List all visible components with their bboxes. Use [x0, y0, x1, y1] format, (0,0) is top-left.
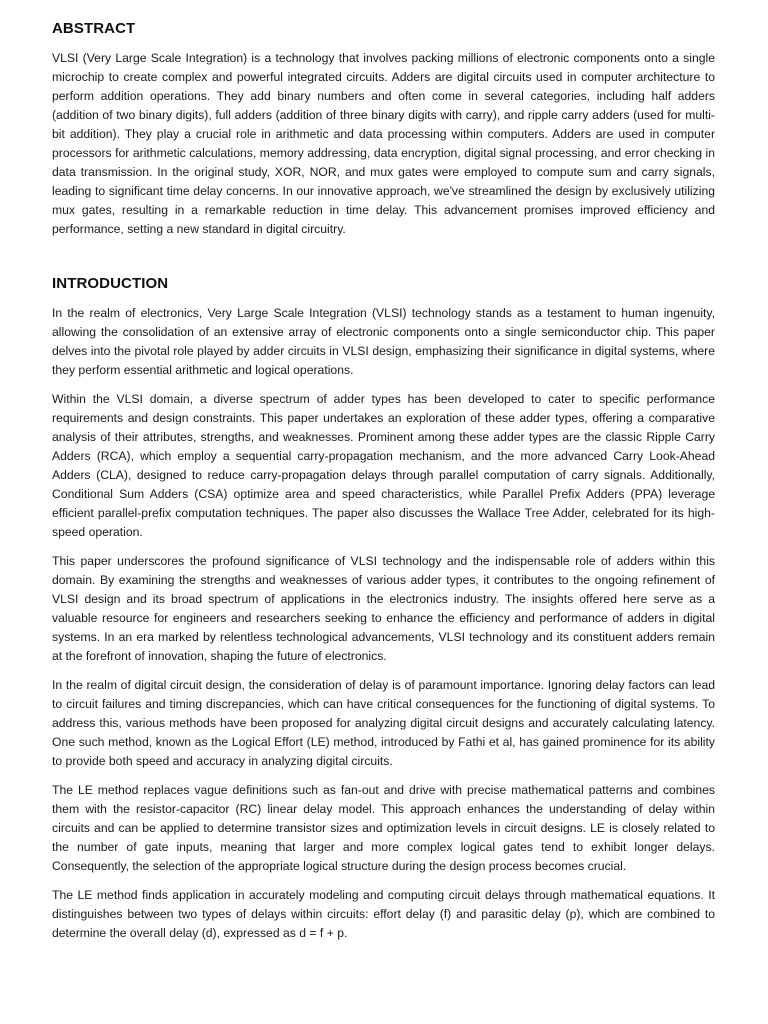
introduction-section: [52, 275, 715, 943]
intro-paragraph-2: Within the VLSI domain, a diverse spectrum of adder types has been developed to cater to specific performance requirements and design constraints. This paper undertakes an exploration of these adder types, offering a comparative analysis of their attributes, strengths, and weaknesses. Prominent among these adder types are the classic Ripple Carry Adders (RCA), which employ a sequential carry-propagation mechanism, and the more advanced Carry Look-Ahead Adders (CLA), designed to reduce carry-propagation delays through parallel computation of carry signals. Additionally, Conditional Sum Adders (CSA) optimize area and speed characteristics, while Parallel Prefix Adders (PPA) leverage efficient parallel-prefix computation techniques. The paper also discusses the Wallace Tree Adder, celebrated for its high-speed operation.: [52, 392, 715, 539]
document-page: [52, 20, 715, 953]
intro-paragraph-5: The LE method replaces vague definitions such as fan-out and drive with precise mathematical patterns and combines them with the resistor-capacitor (RC) linear delay model. This approach enhances the understanding of delay within circuits and can be applied to determine transistor sizes and optimization levels in circuit designs. LE is closely related to the number of gate inputs, meaning that larger and more complex logical gates tend to exhibit longer delays. Consequently, the selection of the appropriate logical structure during the design process becomes crucial.: [52, 783, 715, 873]
intro-paragraph-3: This paper underscores the profound significance of VLSI technology and the indispensable role of adders within this domain. By examining the strengths and weaknesses of various adder types, it contributes to the ongoing refinement of VLSI design and its broad spectrum of applications in the electronics industry. The insights offered here serve as a valuable resource for engineers and researchers seeking to enhance the efficiency and performance of adders in digital systems. In an era marked by relentless technological advancements, VLSI technology and its constituent adders remain at the forefront of innovation, shaping the future of electronics.: [52, 554, 715, 663]
intro-paragraph-1: In the realm of electronics, Very Large Scale Integration (VLSI) technology stands as a testament to human ingenuity, allowing the consolidation of an extensive array of electronic components onto a single semiconductor chip. This paper delves into the pivotal role played by adder circuits in VLSI design, emphasizing their significance in digital systems, where they perform essential arithmetic and logical operations.: [52, 306, 715, 377]
abstract-paragraph: VLSI (Very Large Scale Integration) is a technology that involves packing millions of electronic components onto a single microchip to create complex and powerful integrated circuits. Adders are digital circuits used in computer architecture to perform addition operations. They add binary numbers and often come in several categories, including half adders (addition of two binary digits), full adders (addition of three binary digits with carry), and ripple carry adders (used for multi-bit addition). They play a crucial role in arithmetic and data processing within computers. Adders are used in computer processors for arithmetic calculations, memory addressing, data encryption, digital signal processing, and error checking in data transmission. In the original study, XOR, NOR, and mux gates were employed to compute sum and carry signals, leading to significant time delay concerns. In our innovative approach, we've streamlined the design by exclusively utilizing mux gates, resulting in a remarkable reduction in time delay. This advancement promises improved efficiency and performance, setting a new standard in digital circuitry.: [52, 51, 715, 236]
introduction-heading: INTRODUCTION: [52, 275, 169, 292]
intro-paragraph-4: In the realm of digital circuit design, the consideration of delay is of paramount importance. Ignoring delay factors can lead to circuit failures and timing discrepancies, which can have critical consequences for the functioning of digital systems. To address this, various methods have been proposed for analyzing digital circuit designs and accurately calculating latency. One such method, known as the Logical Effort (LE) method, introduced by Fathi et al, has gained prominence for its ability to provide both speed and accuracy in analyzing digital circuits.: [52, 678, 715, 768]
intro-paragraph-6: The LE method finds application in accurately modeling and computing circuit delays through mathematical equations. It distinguishes between two types of delays within circuits: effort delay (f) and parasitic delay (p), which are combined to determine the overall delay (d), expressed as d = f + p.: [52, 888, 715, 940]
abstract-section: [52, 20, 715, 239]
abstract-heading: ABSTRACT: [52, 20, 136, 37]
